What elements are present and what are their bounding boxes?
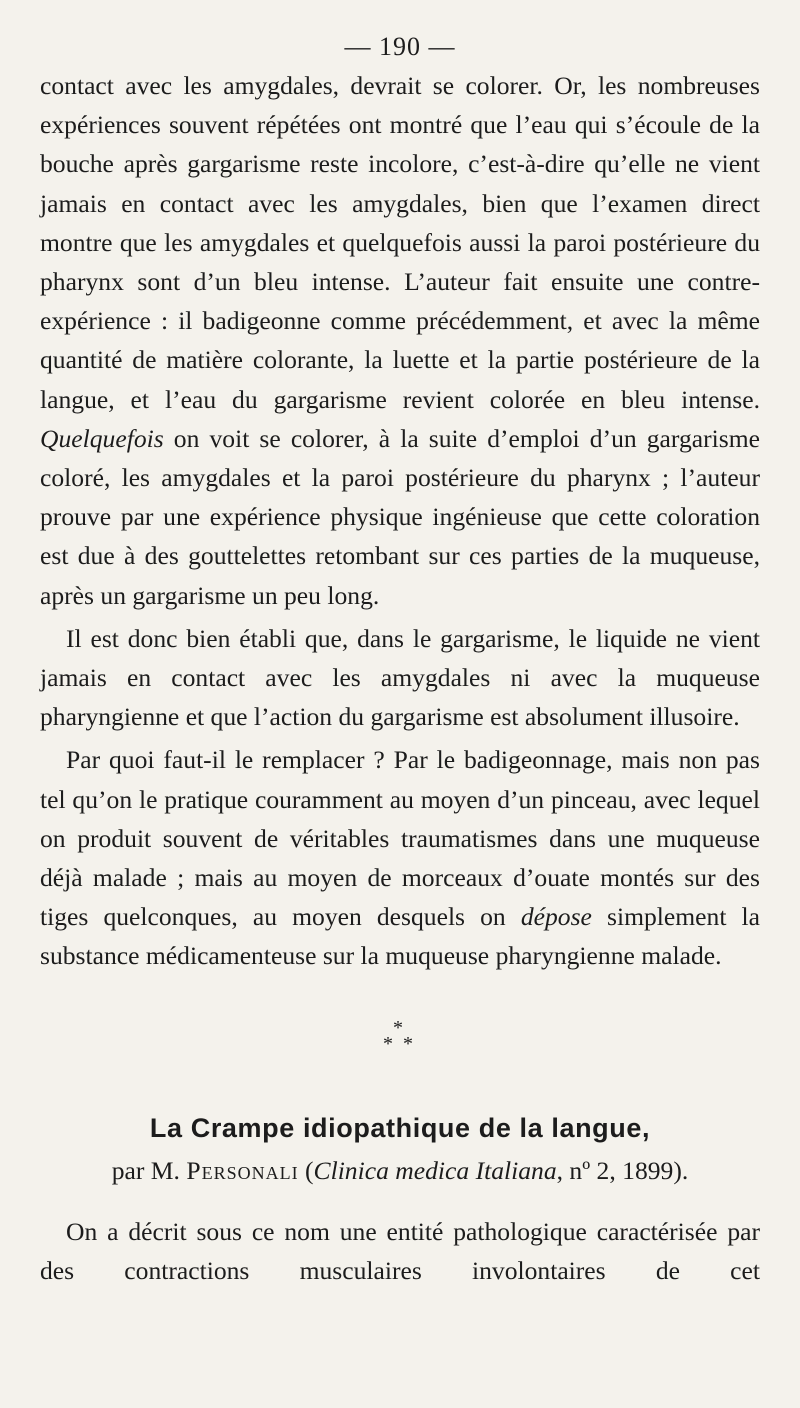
asterism-star-top: * [393, 1016, 403, 1039]
section-title: La Crampe idiopathique de la langue, [149, 1112, 651, 1143]
byline-open: ( [298, 1155, 314, 1185]
byline-suffix: , nº 2, 1899). [556, 1155, 689, 1185]
byline-journal: Clinica medica Italiana [313, 1155, 557, 1185]
paragraph-crampe-description: On a décrit sous ce nom une entité pathologique caractérisée par des contractions musculaires involontaires de cet [40, 1216, 760, 1285]
paragraph-gargarisme-experiments [40, 66, 760, 615]
byline-prefix: par M. [111, 1155, 187, 1185]
section-byline [40, 1152, 760, 1190]
italic-word-depose: dépose [520, 902, 592, 932]
paragraph-conclusion: Il est donc bien établi que, dans le gargarisme, le liquide ne vient jamais en contact avec les amygdales ni avec la muqueuse pharyngienne et que l’action du gargarisme est absolument illusoire. [40, 623, 760, 732]
asterism-divider [40, 1018, 760, 1070]
paragraph-text-continued: on voit se colorer, à la suite d’emploi d’un gargarisme coloré, les amygdales et la paroi postérieure du pharynx ; l’auteur prouve par une expérience physique ingénieuse que cette coloration est due à des gouttelettes retombant sur ces parties de la muqueuse, après un gargarisme un peu long. [40, 423, 760, 610]
byline-author: Personali [186, 1155, 299, 1185]
asterism-star-right: * [403, 1032, 413, 1055]
italic-word-quelquefois: Quelquefois [40, 423, 164, 453]
paragraph-badigeonnage [40, 740, 760, 975]
asterism-star-left: * [383, 1032, 393, 1055]
paragraph-text: Par quoi faut-il le remplacer ? Par le badigeonnage, mais non pas tel qu’on le pratique couramment au moyen d’un pinceau, avec lequel on produit souvent de véritables traumatismes dans une muqueuse déjà malade ; mais au moyen de morceaux d’ouate montés sur des tiges quelconques, au moyen desquels on [40, 745, 760, 932]
paragraph-text-continued: simplement la substance médicamenteuse sur la muqueuse pharyngienne malade. [40, 902, 760, 971]
page-number: — 190 — [344, 32, 456, 61]
paragraph-text: contact avec les amygdales, devrait se colorer. Or, les nombreuses expériences souvent répétées ont montré que l’eau qui s’écoule de la bouche après gargarisme reste incolore, c’est-à-dire qu’elle ne vient jamais en contact avec les amygdales, bien que l’examen direct montre que les amygdales et quelquefois aussi la paroi postérieure du pharynx sont d’un bleu intense. L’auteur fait ensuite une contre-expérience : il badigeonne comme précédemment, et avec la même quantité de matière colorante, la luette et la partie postérieure de la langue, et l’eau du gargarisme revient colorée en bleu intense. [40, 71, 760, 414]
